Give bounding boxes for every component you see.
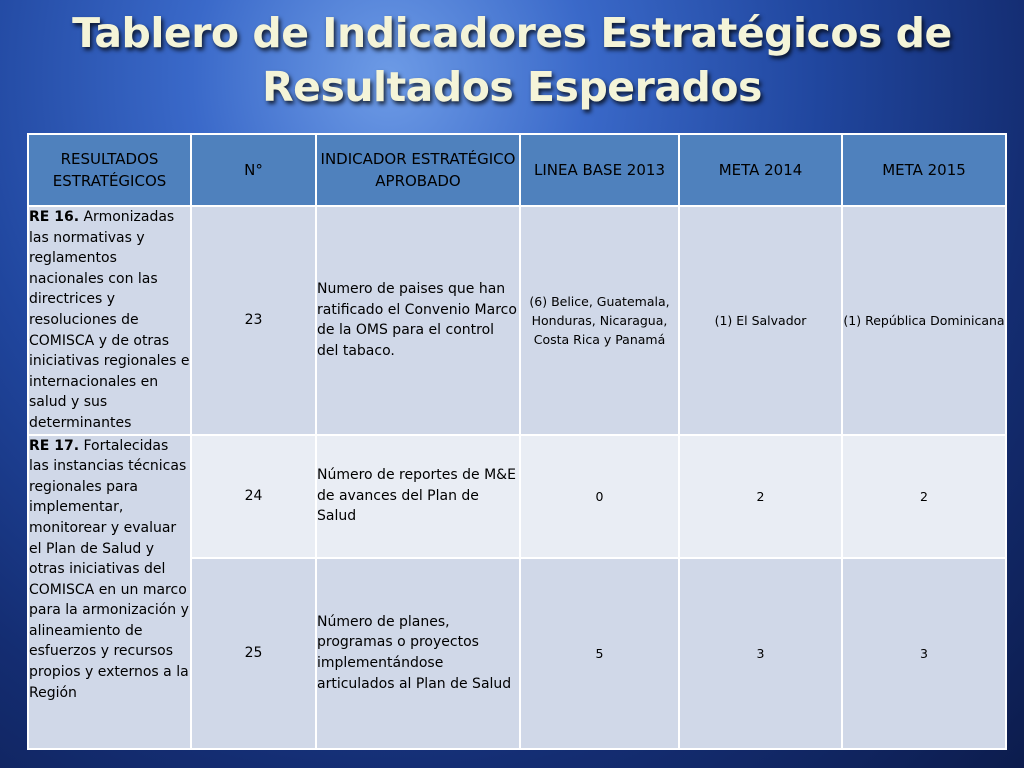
table-row [28, 435, 1006, 558]
target-2014-value: 3 [679, 558, 842, 749]
strategic-result-code: RE 16. [29, 209, 80, 225]
indicator-number: 24 [191, 435, 316, 558]
target-2015-value: 2 [842, 435, 1006, 558]
table-row [28, 206, 1006, 435]
indicator-description: Número de planes, programas o proyectos implementándose articulados al Plan de Salud [316, 558, 520, 749]
indicator-number: 25 [191, 558, 316, 749]
target-2014-value: (1) El Salvador [679, 206, 842, 435]
target-2014-value: 2 [679, 435, 842, 558]
strategic-result-text: Fortalecidas las instancias técnicas regionales para implementar, monitorear y evaluar el Plan de Salud y otras iniciativas del COMISCA en un marco para la armonización y alineamiento de esfuerzos y recursos propios y externos a la Región [29, 437, 189, 701]
target-2015-value: 3 [842, 558, 1006, 749]
indicator-description: Número de reportes de M&E de avances del Plan de Salud [316, 435, 520, 558]
slide-title [40, 6, 984, 114]
strategic-result-code: RE 17. [29, 437, 80, 454]
baseline-2013-value: (6) Belice, Guatemala, Honduras, Nicaragua, Costa Rica y Panamá [520, 206, 679, 435]
header-target-2014: META 2014 [679, 134, 842, 206]
indicators-table [27, 133, 1007, 750]
header-strategic-results: RESULTADOS ESTRATÉGICOS [28, 134, 191, 206]
slide-title-line-2: Resultados Esperados [262, 63, 762, 111]
table-header-row [28, 134, 1006, 206]
header-target-2015: META 2015 [842, 134, 1006, 206]
header-number: N° [191, 134, 316, 206]
target-2015-value: (1) República Dominicana [842, 206, 1006, 435]
header-strategic-indicator: INDICADOR ESTRATÉGICO APROBADO [316, 134, 520, 206]
baseline-2013-value: 0 [520, 435, 679, 558]
slide-title-line-1: Tablero de Indicadores Estratégicos de [72, 9, 952, 57]
strategic-result-re17 [28, 435, 191, 749]
baseline-2013-value: 5 [520, 558, 679, 749]
strategic-result-text: Armonizadas las normativas y reglamentos nacionales con las directrices y resoluciones de COMISCA y de otras iniciativas regionales e internacionales en salud y sus determinantes [29, 209, 190, 431]
header-baseline-2013: LINEA BASE 2013 [520, 134, 679, 206]
strategic-result-re16 [28, 206, 191, 435]
indicator-description: Numero de paises que han ratificado el Convenio Marco de la OMS para el control del tabaco. [316, 206, 520, 435]
indicator-number: 23 [191, 206, 316, 435]
